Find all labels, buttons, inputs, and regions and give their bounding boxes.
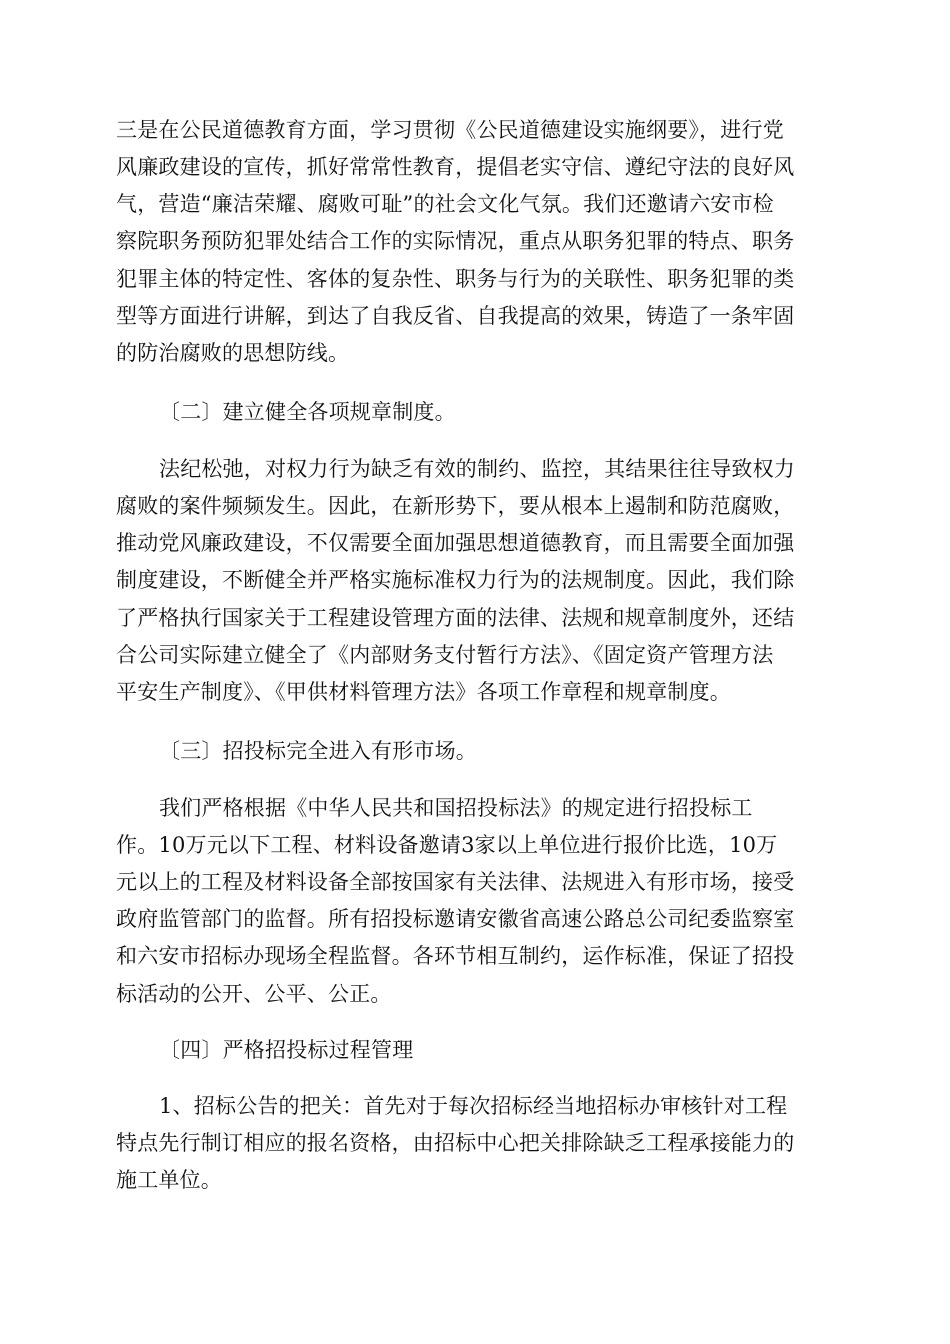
text-line: 合公司实际建立健全了《内部财务支付暂行方法》、《固定资产管理方法 bbox=[116, 643, 774, 667]
text-line: 犯罪主体的特定性、客体的复杂性、职务与行为的关联性、职务犯罪的类 bbox=[116, 267, 795, 291]
text-line: 了严格执行国家关于工程建设管理方面的法律、法规和规章制度外，还结 bbox=[116, 606, 795, 630]
text-line: 平安生产制度》、《甲供材料管理方法》各项工作章程和规章制度。 bbox=[116, 680, 731, 704]
text-line: 推动党风廉政建设，不仅需要全面加强思想道德教育，而且需要全面加强 bbox=[116, 531, 795, 555]
text-line: 我们严格根据《中华人民共和国招投标法》的规定进行招投标工 bbox=[159, 796, 753, 820]
text-line: 标活动的公开、公平、公正。 bbox=[116, 982, 392, 1006]
text-line: 腐败的案件频频发生。因此，在新形势下，要从根本上遏制和防范腐败， bbox=[116, 494, 795, 518]
text-line: 型等方面进行讲解，到达了自我反省、自我提高的效果，铸造了一条牢固 bbox=[116, 304, 795, 328]
text-line: 的防治腐败的思想防线。 bbox=[116, 341, 350, 365]
section-heading-2: 〔二〕建立健全各项规章制度。 bbox=[159, 400, 456, 424]
section-heading-4: 〔四〕严格招投标过程管理 bbox=[159, 1038, 414, 1062]
text-line: 特点先行制订相应的报名资格，由招标中心把关排除缺乏工程承接能力的 bbox=[116, 1131, 795, 1155]
text-line: 和六安市招标办现场全程监督。各环节相互制约，运作标准，保证了招投 bbox=[116, 944, 795, 968]
text-line: 施工单位。 bbox=[116, 1168, 222, 1192]
text-line: 制度建设，不断健全并严格实施标准权力行为的法规制度。因此，我们除 bbox=[116, 568, 795, 592]
text-line: 气，营造“廉洁荣耀、腐败可耻”的社会文化气氛。我们还邀请六安市检 bbox=[116, 192, 774, 216]
text-line: 法纪松弛，对权力行为缺乏有效的制约、监控，其结果往往导致权力 bbox=[159, 457, 795, 481]
text-line: 元以上的工程及材料设备全部按国家有关法律、法规进入有形市场，接受 bbox=[116, 870, 795, 894]
text-line: 察院职务预防犯罪处结合工作的实际情况，重点从职务犯罪的特点、职务 bbox=[116, 229, 795, 253]
text-line: 风廉政建设的宣传，抓好常常性教育，提倡老实守信、遵纪守法的良好风 bbox=[116, 155, 795, 179]
text-line: 政府监管部门的监督。所有招投标邀请安徽省高速公路总公司纪委监察室 bbox=[116, 907, 795, 931]
text-line: 1、招标公告的把关：首先对于每次招标经当地招标办审核针对工程 bbox=[159, 1094, 788, 1118]
section-heading-3: 〔三〕招投标完全进入有形市场。 bbox=[159, 739, 477, 763]
text-line: 作。10万元以下工程、材料设备邀请3家以上单位进行报价比选，10万 bbox=[116, 833, 778, 857]
text-line: 三是在公民道德教育方面，学习贯彻《公民道德建设实施纲要》，进行党 bbox=[116, 118, 784, 142]
